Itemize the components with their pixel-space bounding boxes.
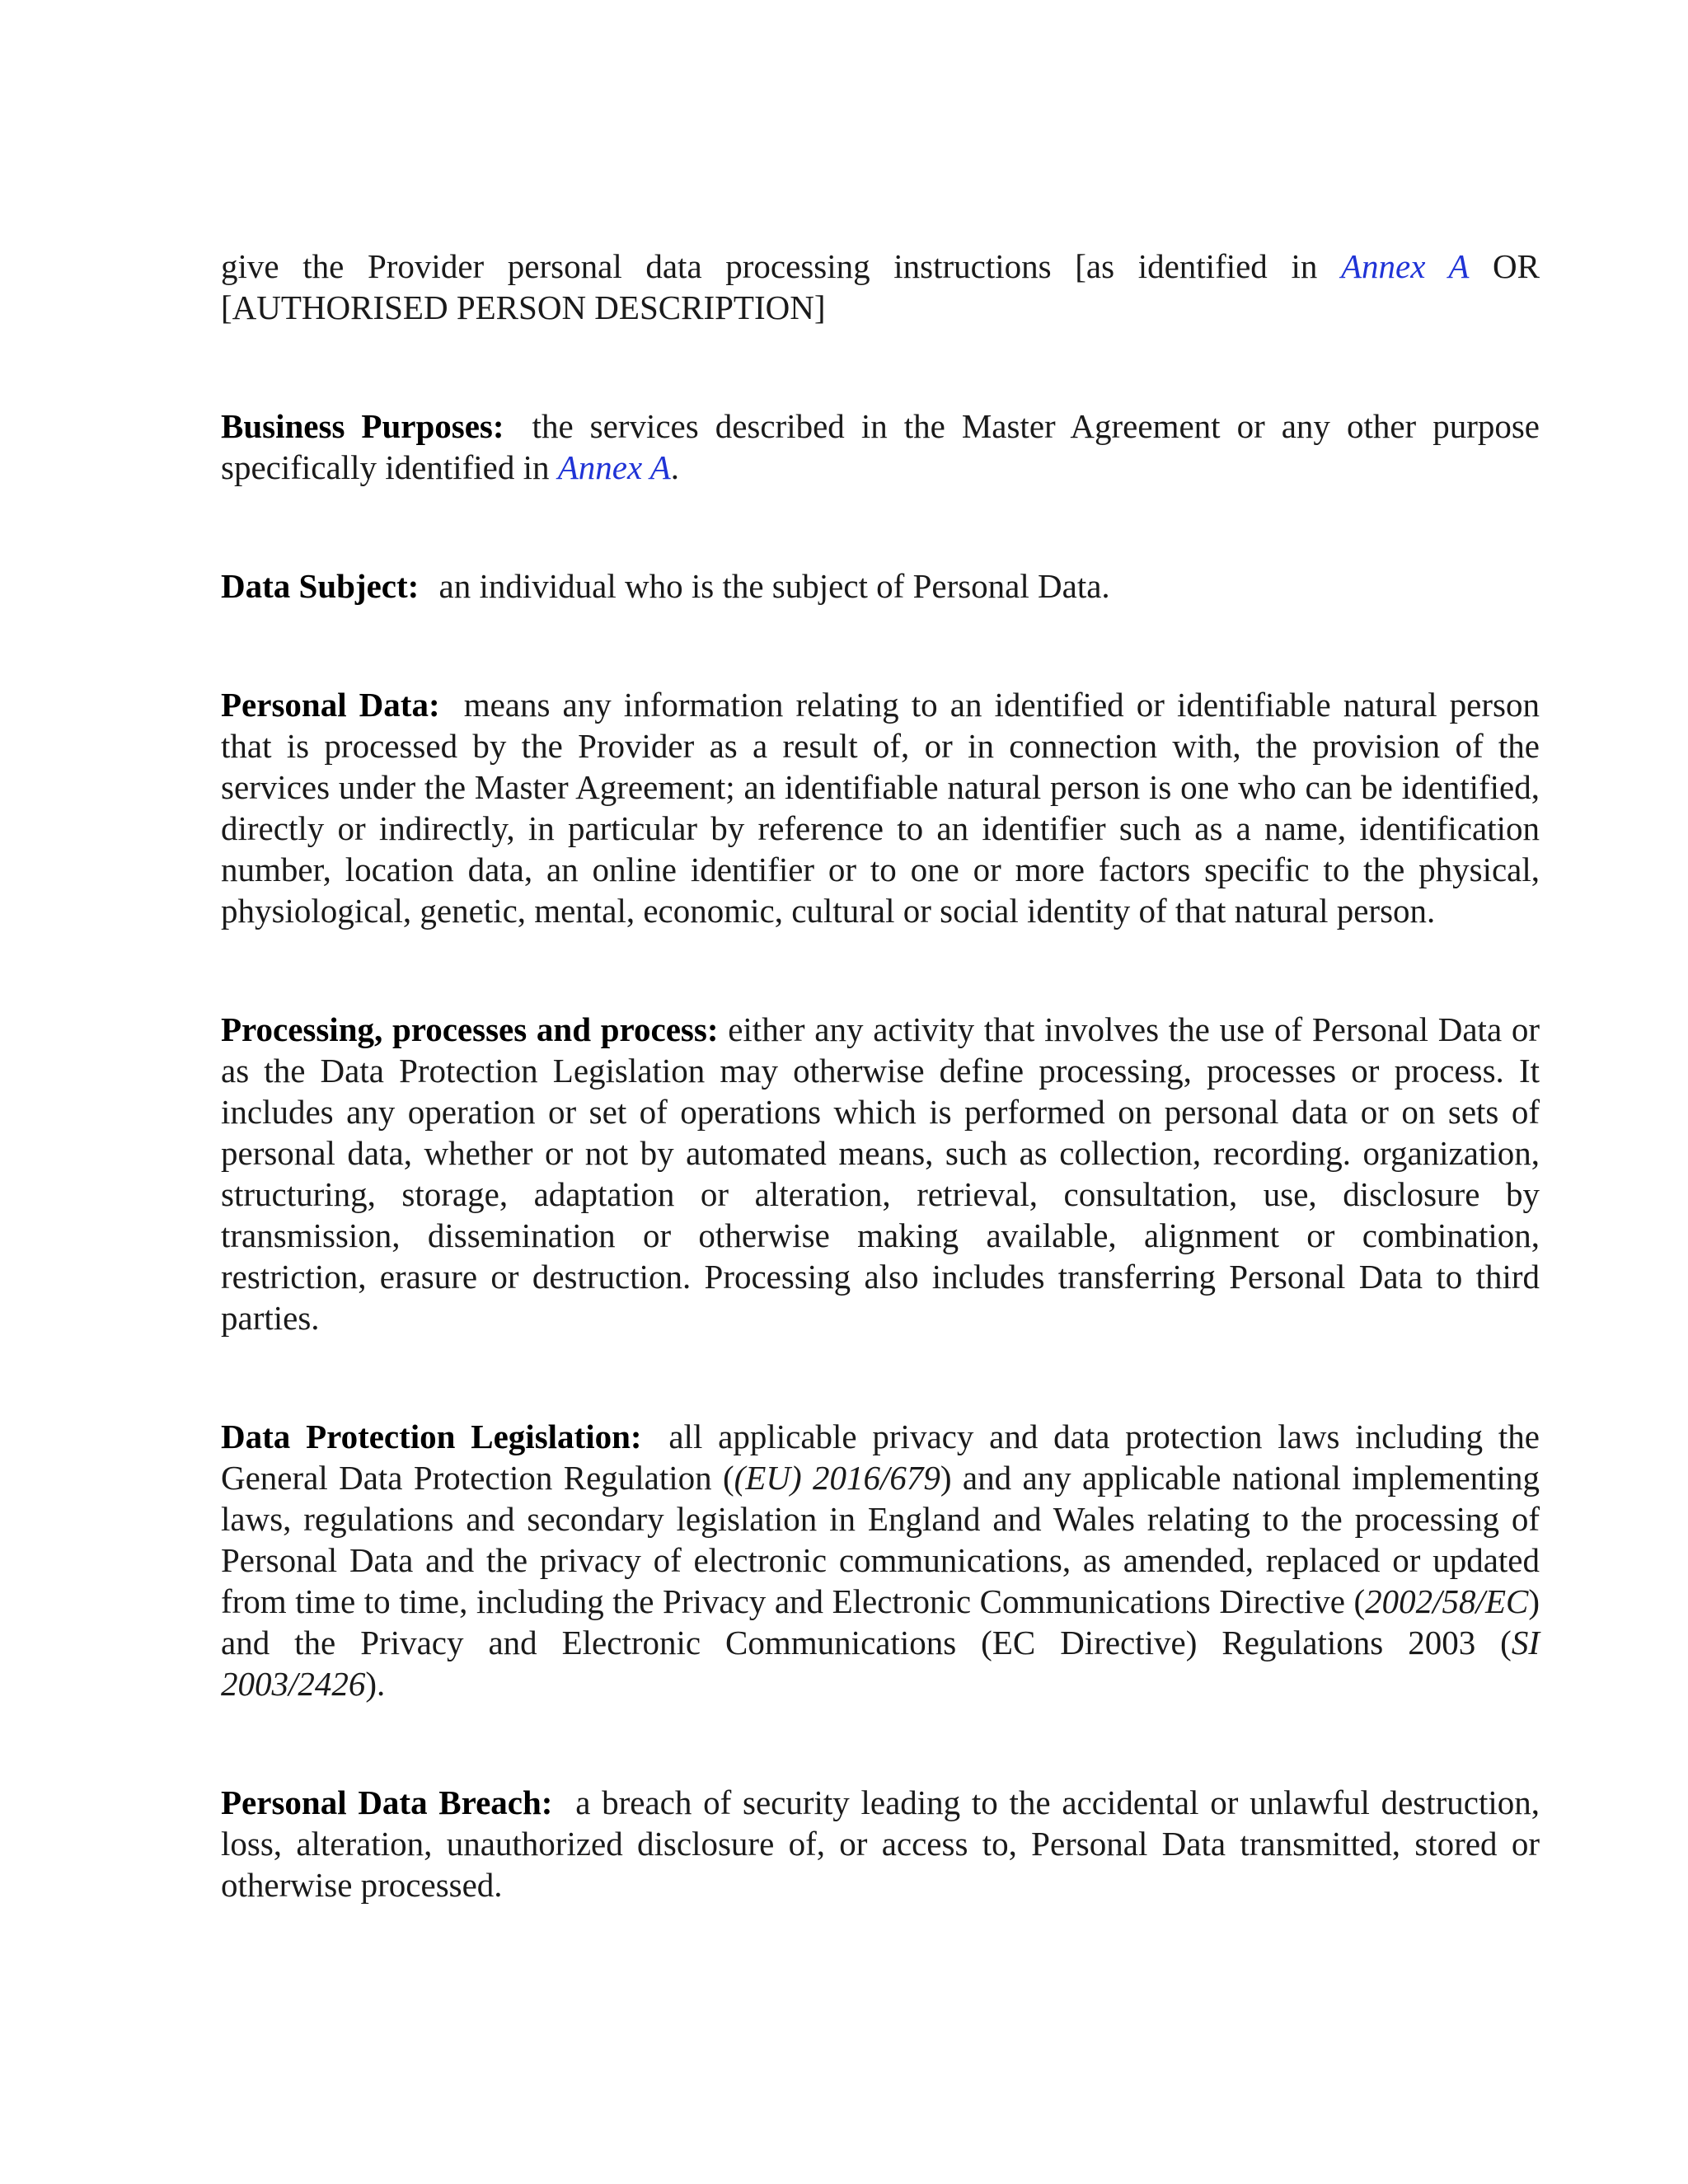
data-subject-text: an individual who is the subject of Personal Data. bbox=[438, 567, 1110, 605]
definition-personal-data bbox=[221, 684, 1540, 931]
term-data-protection-legislation: Data Protection Legislation: bbox=[221, 1418, 642, 1455]
document-body bbox=[221, 246, 1540, 1905]
processing-text: either any activity that involves the use of Personal Data or as the Data Protection Legislation may otherwise define processing, processes or process. It includes any operation or set of operations which is performed on personal data or on sets of personal data, whether or not by automated means, such as collection, recording. organization, structuring, storage, adaptation or alteration, retrieval, consultation, use, disclosure by transmission, dissemination or otherwise making available, alignment or combination, restriction, erasure or destruction. Processing also includes transferring Personal Data to third parties. bbox=[221, 1010, 1540, 1337]
business-purposes-text: the services described in the Master Agreement or any other purpose specifically identified in bbox=[221, 407, 1540, 486]
definition-personal-data-breach bbox=[221, 1782, 1540, 1905]
dpl-text-2: ) and any applicable national implementing laws, regulations and secondary legislation in England and Wales relating to the processing of Personal Data and the privacy of electronic communications, as amended, replaced or updated from time to time, including the Privacy and Electronic Communications Directive ( bbox=[221, 1459, 1540, 1620]
intro-text-after-link: OR [AUTHORISED PERSON DESCRIPTION] bbox=[221, 247, 1540, 326]
dpl-text-3: ) and the Privacy and Electronic Communications (EC Directive) Regulations 2003 ( bbox=[221, 1582, 1540, 1661]
definition-business-purposes bbox=[221, 405, 1540, 488]
term-business-purposes: Business Purposes: bbox=[221, 407, 504, 445]
definition-data-subject bbox=[221, 565, 1540, 607]
annex-a-link[interactable]: Annex A bbox=[557, 448, 671, 486]
term-processing: Processing, processes and process: bbox=[221, 1010, 719, 1048]
dpl-reference-directive: 2002/58/EC bbox=[1365, 1582, 1529, 1620]
personal-data-text: means any information relating to an identified or identifiable natural person that is processed by the Provider as a result of, or in connection with, the provision of the services under the Master Agreement; an identifiable natural person is one who can be identified, directly or indirectly, in particular by reference to an identifier such as a name, identification number, location data, an online identifier or to one or more factors specific to the physical, physiological, genetic, mental, economic, cultural or social identity of that natural person. bbox=[221, 686, 1540, 930]
dpl-text-1: all applicable privacy and data protection laws including the General Data Protection Regulation ( bbox=[221, 1418, 1540, 1497]
term-personal-data-breach: Personal Data Breach: bbox=[221, 1783, 553, 1821]
dpl-reference-regulations: SI 2003/2426 bbox=[221, 1624, 1540, 1703]
definition-data-protection-legislation bbox=[221, 1416, 1540, 1704]
intro-paragraph bbox=[221, 246, 1540, 328]
annex-a-link[interactable]: Annex A bbox=[1341, 247, 1470, 285]
definition-processing bbox=[221, 1009, 1540, 1338]
intro-text-before-link: give the Provider personal data processing instructions [as identified in bbox=[221, 247, 1341, 285]
term-personal-data: Personal Data: bbox=[221, 686, 440, 724]
personal-data-breach-text: a breach of security leading to the accidental or unlawful destruction, loss, alteration, unauthorized disclosure of, or access to, Personal Data transmitted, stored or otherwise processed. bbox=[221, 1783, 1540, 1904]
term-data-subject: Data Subject: bbox=[221, 567, 420, 605]
dpl-reference-gdpr: (EU) 2016/679 bbox=[734, 1459, 940, 1497]
dpl-text-4: ). bbox=[365, 1665, 386, 1703]
business-purposes-text-end: . bbox=[670, 448, 679, 486]
